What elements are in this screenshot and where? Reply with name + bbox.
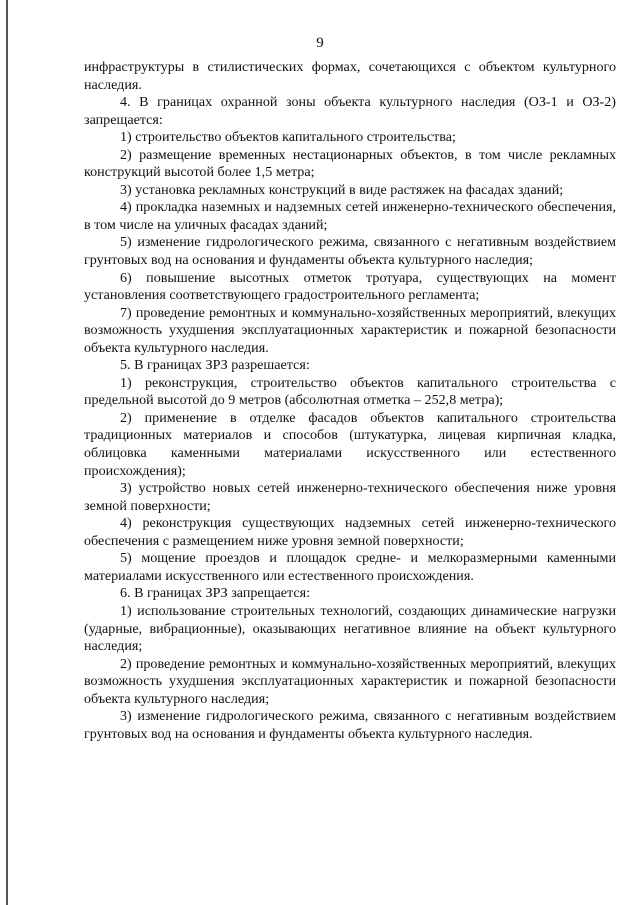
paragraph: 3) установка рекламных конструкций в виде растяжек на фасадах зданий; [120,181,564,198]
paragraph: 1) строительство объектов капитального строительства; [120,129,456,146]
paragraph: 4) реконструкция существующих надземных сетей инженерно-технического обеспечения с размещением ниже уровня земной поверхности; [84,515,616,549]
paragraph: 2) проведение ремонтных и коммунально-хозяйственных мероприятий, влекущих возможность ухудшения эксплуатационных характеристик и пожарной безопасности объекта культурного наследия; [84,655,616,707]
paragraph: 5) мощение проездов и площадок средне- и мелкоразмерными каменными материалами искусственного или естественного происхождения. [84,550,616,584]
paragraph: 6) повышение высотных отметок тротуара, существующих на момент установления соответствующего градостроительного регламента; [84,269,616,304]
paragraph: 5. В границах ЗРЗ разрешается: [120,357,310,374]
paragraph: 5) изменение гидрологического режима, связанного с негативным воздействием грунтовых вод на основания и фундаменты объекта культурного наследия; [84,234,616,269]
paragraph: 2) размещение временных нестационарных объектов, в том числе рекламных конструкций высотой более 1,5 метра; [84,146,616,181]
paragraph: 4) прокладка наземных и надземных сетей инженерно-технического обеспечения, в том числе на уличных фасадах зданий; [84,199,616,233]
paragraph: 6. В границах ЗРЗ запрещается: [120,585,311,602]
paragraph: 1) реконструкция, строительство объектов капитального строительства с предельной высотой до 9 метров (абсолютная отметка – 252,8 метра); [84,374,616,409]
paragraph: инфраструктуры в стилистических формах, сочетающихся с объектом культурного наследия. [84,59,616,93]
paragraph: 3) устройство новых сетей инженерно-технического обеспечения ниже уровня земной поверхности; [84,480,616,514]
paragraph: 3) изменение гидрологического режима, связанного с негативным воздействием грунтовых вод на основания и фундаменты объекта культурного наследия. [84,708,616,742]
paragraph: 7) проведение ремонтных и коммунально-хозяйственных мероприятий, влекущих возможность ухудшения эксплуатационных характеристик и пожарной безопасности объекта культурного наследия. [84,304,616,356]
paragraph: 2) применение в отделке фасадов объектов капитального строительства традиционных материалов и способов (штукатурка, лицевая кирпичная кладка, облицовка каменными материалами искусственного или естественного происхождения); [84,409,616,479]
document-body [84,59,616,743]
paragraph: 4. В границах охранной зоны объекта культурного наследия (ОЗ-1 и ОЗ-2) запрещается: [84,94,616,128]
page-number: 9 [316,35,324,51]
page-edge-line [6,0,8,905]
paragraph: 1) использование строительных технологий, создающих динамические нагрузки (ударные, вибрационные), оказывающих негативное влияние на объект культурного наследия; [84,602,616,655]
